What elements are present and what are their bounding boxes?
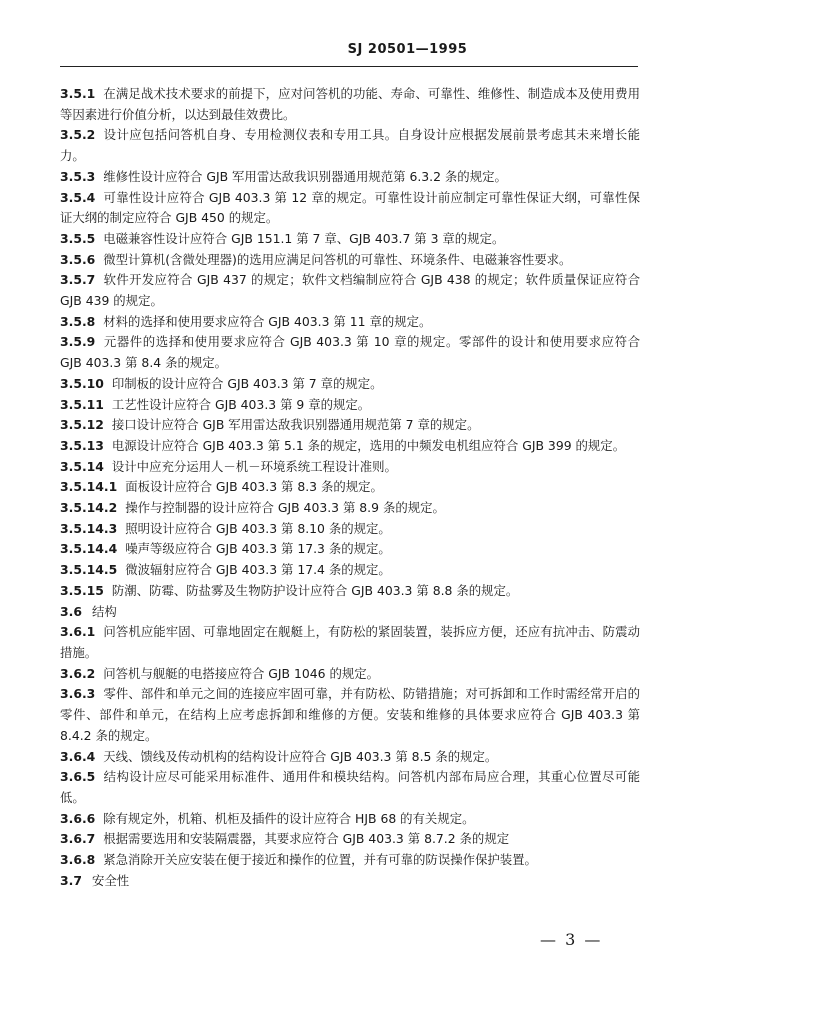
section-heading — [60, 871, 640, 892]
clause-paragraph — [60, 539, 640, 560]
page-number: — 3 — — [540, 930, 603, 949]
clause-text: 零件、部件和单元之间的连接应牢固可靠，并有防松、防错措施；对可拆卸和工作时需经常开启的零件、部件和单元，在结构上应考虑拆卸和维修的方便。安装和维修的具体要求应符合 GJB 403.3 第 8.4.2 条的规定。 — [60, 686, 640, 743]
clause-text: 在满足战术技术要求的前提下，应对问答机的功能、寿命、可靠性、维修性、制造成本及使用费用等因素进行价值分析，以达到最佳效费比。 — [60, 86, 640, 122]
clause-text: 操作与控制器的设计应符合 GJB 403.3 第 8.9 条的规定。 — [125, 500, 445, 516]
clause-number: 3.6.8 — [60, 852, 96, 868]
clause-number: 3.5.7 — [60, 272, 96, 288]
clause-number: 3.7 — [60, 872, 82, 888]
clause-number: 3.5.15 — [60, 582, 104, 598]
clause-text: 接口设计应符合 GJB 军用雷达敌我识别器通用规范第 7 章的规定。 — [111, 417, 480, 433]
clause-number: 3.6.5 — [60, 769, 96, 785]
clause-text: 结构设计应尽可能采用标准件、通用件和模块结构。问答机内部布局应合理，其重心位置尽可能低。 — [60, 769, 640, 805]
clause-text: 电磁兼容性设计应符合 GJB 151.1 第 7 章、GJB 403.7 第 3 章的规定。 — [103, 230, 505, 246]
clause-paragraph — [60, 167, 640, 188]
clause-number: 3.6.1 — [60, 624, 96, 640]
clause-paragraph — [60, 498, 640, 519]
clause-number: 3.5.10 — [60, 375, 104, 391]
clause-paragraph — [60, 312, 640, 333]
clause-paragraph — [60, 477, 640, 498]
clause-number: 3.6.4 — [60, 748, 96, 764]
clause-number: 3.5.14.3 — [60, 520, 118, 536]
clause-number: 3.5.13 — [60, 437, 104, 453]
clause-paragraph — [60, 395, 640, 416]
clause-paragraph — [60, 850, 640, 871]
clause-paragraph — [60, 332, 640, 373]
clause-paragraph — [60, 436, 640, 457]
clause-number: 3.6.3 — [60, 686, 96, 702]
clause-text: 天线、馈线及传动机构的结构设计应符合 GJB 403.3 第 8.5 条的规定。 — [103, 748, 498, 764]
clause-number: 3.5.14.5 — [60, 562, 118, 578]
clause-paragraph — [60, 125, 640, 166]
clause-number: 3.5.14.4 — [60, 541, 118, 557]
clause-text: 可靠性设计应符合 GJB 403.3 第 12 章的规定。可靠性设计前应制定可靠性保证大纲，可靠性保证大纲的制定应符合 GJB 450 的规定。 — [60, 189, 640, 226]
clause-number: 3.5.5 — [60, 230, 96, 246]
clause-paragraph — [60, 84, 640, 125]
clause-text: 面板设计应符合 GJB 403.3 第 8.3 条的规定。 — [125, 479, 383, 495]
clause-number: 3.5.14.2 — [60, 500, 118, 516]
clause-text: 问答机与舰艇的电搭接应符合 GJB 1046 的规定。 — [103, 665, 380, 681]
clause-text: 噪声等级应符合 GJB 403.3 第 17.3 条的规定。 — [125, 541, 391, 557]
clause-number: 3.5.3 — [60, 168, 96, 184]
clause-text: 软件开发应符合 GJB 437 的规定；软件文档编制应符合 GJB 438 的规定；软件质量保证应符合 GJB 439 的规定。 — [60, 272, 640, 309]
clause-text: 微型计算机(含微处理器)的选用应满足问答机的可靠性、环境条件、电磁兼容性要求。 — [103, 251, 572, 267]
clause-paragraph — [60, 622, 640, 663]
clause-text: 除有规定外，机箱、机柜及插件的设计应符合 HJB 68 的有关规定。 — [103, 810, 475, 826]
clause-text: 印制板的设计应符合 GJB 403.3 第 7 章的规定。 — [111, 375, 383, 391]
clause-paragraph — [60, 457, 640, 478]
clause-text: 紧急消除开关应安装在便于接近和操作的位置，并有可靠的防误操作保护装置。 — [103, 852, 537, 868]
clause-paragraph — [60, 747, 640, 768]
clause-paragraph — [60, 229, 640, 250]
clause-paragraph — [60, 684, 640, 746]
clause-paragraph — [60, 188, 640, 229]
clause-number: 3.5.8 — [60, 313, 96, 329]
clause-text: 问答机应能牢固、可靠地固定在舰艇上，有防松的紧固装置，装拆应方便，还应有抗冲击、防震动措施。 — [60, 624, 640, 660]
clause-number: 3.5.9 — [60, 334, 96, 350]
clause-number: 3.5.2 — [60, 127, 96, 143]
clause-number: 3.5.12 — [60, 417, 104, 433]
document-body — [60, 84, 640, 891]
clause-text: 维修性设计应符合 GJB 军用雷达敌我识别器通用规范第 6.3.2 条的规定。 — [103, 168, 507, 184]
clause-paragraph — [60, 250, 640, 271]
clause-number: 3.6.6 — [60, 810, 96, 826]
clause-text: 元器件的选择和使用要求应符合 GJB 403.3 第 10 章的规定。零部件的设计和使用要求应符合 GJB 403.3 第 8.4 条的规定。 — [60, 334, 640, 371]
document-header: SJ 20501—1995 — [347, 42, 468, 57]
clause-text: 工艺性设计应符合 GJB 403.3 第 9 章的规定。 — [111, 396, 371, 412]
clause-text: 微波辐射应符合 GJB 403.3 第 17.4 条的规定。 — [125, 562, 391, 578]
clause-paragraph — [60, 415, 640, 436]
section-heading — [60, 602, 640, 623]
clause-number: 3.5.14.1 — [60, 479, 118, 495]
clause-text: 电源设计应符合 GJB 403.3 第 5.1 条的规定，选用的中频发电机组应符合 GJB 399 的规定。 — [111, 437, 626, 453]
clause-number: 3.5.14 — [60, 458, 104, 474]
clause-paragraph — [60, 270, 640, 311]
clause-paragraph — [60, 829, 640, 850]
clause-number: 3.6.2 — [60, 665, 96, 681]
clause-paragraph — [60, 560, 640, 581]
clause-text: 防潮、防霉、防盐雾及生物防护设计应符合 GJB 403.3 第 8.8 条的规定。 — [111, 582, 519, 598]
clause-number: 3.5.11 — [60, 396, 104, 412]
clause-number: 3.5.6 — [60, 251, 96, 267]
clause-number: 3.5.4 — [60, 189, 96, 205]
clause-text: 材料的选择和使用要求应符合 GJB 403.3 第 11 章的规定。 — [103, 313, 432, 329]
clause-paragraph — [60, 664, 640, 685]
section-title: 结构 — [91, 603, 117, 619]
clause-paragraph — [60, 519, 640, 540]
clause-text: 根据需要选用和安装隔震器，其要求应符合 GJB 403.3 第 8.7.2 条的规定 — [103, 831, 510, 847]
clause-number: 3.6.7 — [60, 831, 96, 847]
section-title: 安全性 — [91, 872, 130, 888]
clause-text: 设计应包括问答机自身、专用检测仪表和专用工具。自身设计应根据发展前景考虑其未来增长能力。 — [60, 127, 640, 164]
clause-paragraph — [60, 767, 640, 808]
clause-paragraph — [60, 581, 640, 602]
clause-paragraph — [60, 809, 640, 830]
header-rule — [60, 66, 638, 67]
clause-number: 3.5.1 — [60, 86, 96, 101]
clause-text: 照明设计应符合 GJB 403.3 第 8.10 条的规定。 — [125, 520, 391, 536]
clause-paragraph — [60, 374, 640, 395]
clause-number: 3.6 — [60, 603, 82, 619]
clause-text: 设计中应充分运用人－机－环境系统工程设计准则。 — [111, 458, 397, 474]
